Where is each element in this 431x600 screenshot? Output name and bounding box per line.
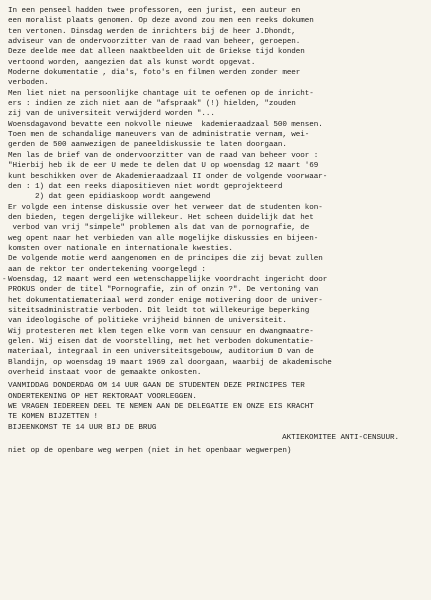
text-line: komsten over nationale en internationale kwesties. bbox=[8, 244, 233, 253]
margin-dash-mark: - bbox=[2, 276, 7, 284]
text-line: De volgende motie werd aangenomen en de principes die zij bevat zullen bbox=[8, 255, 323, 264]
text-line: ten vertonen. Dinsdag werden de inrichters bij de heer J.Dhondt, bbox=[8, 27, 296, 36]
text-line: Blandijn, op woensdag 19 maart 1969 zal doorgaan, waarbij de akademische bbox=[8, 358, 332, 367]
call-line: ONDERTEKENING OP HET REKTORAAT VOORLEGGEN. bbox=[8, 392, 197, 401]
text-line: "Hierbij heb ik de eer U mede te delen dat U op woensdag 12 maart '69 bbox=[8, 162, 319, 171]
call-to-action bbox=[8, 381, 419, 443]
text-line: In een penseel hadden twee professoren, een jurist, een auteur en bbox=[8, 7, 301, 15]
text-line: gelen. Wij eisen dat de voorstelling, met het verboden dokumentatie- bbox=[8, 338, 314, 346]
call-line: TE KOMEN BIJZETTEN ! bbox=[8, 413, 98, 422]
text-line: adviseur van de ondervoorzitter van de raad van beheer, geroepen. bbox=[8, 38, 301, 47]
text-line: aan de rektor ter ondertekening voorgelegd : bbox=[8, 265, 206, 274]
text-line: Deze deelde mee dat alleen naaktbeelden uit de Griekse tijd konden bbox=[8, 48, 305, 57]
meeting-and-signature-row bbox=[8, 423, 419, 433]
text-line: overheid instaat voor de gemaakte onkosten. bbox=[8, 369, 202, 378]
text-line: vertoond worden, aangezien dat als kunst wordt opgevat. bbox=[8, 58, 256, 67]
text-line: verboden. bbox=[8, 79, 49, 88]
text-line: PROKUS onder de titel "Pornografie, zin of onzin ?". De vertoning van bbox=[8, 286, 319, 295]
text-line: 2) dat geen epidiaskoop wordt aangewend bbox=[8, 193, 211, 202]
text-line: ers : indien ze zich niet aan de "afspraak" (!) hielden, "zouden bbox=[8, 100, 296, 109]
text-line: Er volgde een intense diskussie over het verweer dat de studenten kon- bbox=[8, 203, 323, 212]
text-line: Toen men de schandalige maneuvers van de administratie vernam, wei- bbox=[8, 131, 310, 140]
text-line: Woensdagavond bevatte een nokvolle nieuwe kademieraadzaal 500 mensen. bbox=[8, 120, 323, 129]
signature-row bbox=[8, 433, 419, 443]
call-line: VANMIDDAG DONDERDAG OM 14 UUR GAAN DE STUDENTEN DEZE PRINCIPES TER bbox=[8, 382, 305, 391]
text-line: Woensdag, 12 maart werd een wetenschappelijke voordracht ingericht door bbox=[8, 275, 328, 284]
signature: AKTIEKOMITEE ANTI-CENSUUR. bbox=[282, 434, 399, 443]
text-line: van ideologische of politieke vrijheid binnen de universiteit. bbox=[8, 317, 287, 326]
text-line: Wij protesteren met klem tegen elke vorm van censuur en dwangmaatre- bbox=[8, 327, 314, 336]
text-line: een moralist plaats genomen. Op deze avond zou men een reeks dokumen bbox=[8, 17, 314, 26]
text-line: den : 1) dat een reeks diapositieven niet wordt geprojekteerd bbox=[8, 182, 283, 191]
text-line: kunt beschikken over de Akademieraadzaal II onder de volgende voorwaar- bbox=[8, 172, 328, 181]
meeting-line: BIJEENKOMST TE 14 UUR BIJ DE BRUG bbox=[8, 423, 157, 432]
text-line: Moderne dokumentatie , dia's, foto's en filmen werden zonder meer bbox=[8, 69, 301, 78]
text-line: zij van de universiteit verwijderd worden "... bbox=[8, 110, 215, 119]
text-line: het dokumentatiemateriaal werd zonder enige motivering door de univer- bbox=[8, 296, 323, 305]
text-line: Men las de brief van de ondervoorzitter van de raad van beheer voor : bbox=[8, 151, 319, 160]
text-line: gerden de 500 aanwezigen de paneeldiskussie te laten doorgaan. bbox=[8, 141, 287, 150]
body-text bbox=[8, 6, 419, 378]
text-line: materiaal, integraal in een universiteitsgebouw, auditorium D van de bbox=[8, 348, 314, 357]
text-line: siteitsadministratie verboden. Dit leidt tot willekeurige beperking bbox=[8, 306, 310, 315]
call-line: WE VRAGEN IEDEREEN DEEL TE NEMEN AAN DE DELEGATIE EN ONZE EIS KRACHT bbox=[8, 403, 314, 412]
footer-note: niet op de openbare weg werpen (niet in het openbaar wegwerpen) bbox=[8, 447, 292, 456]
text-line: weg opent naar het verbieden van alle mogelijke diskussies en bijeen- bbox=[8, 234, 319, 243]
text-line: Men liet niet na persoonlijke chantage uit te oefenen op de inricht- bbox=[8, 89, 314, 98]
text-line: verbod van vrij "simpele" problemen als dat van de pornografie, de bbox=[8, 224, 310, 233]
text-line: den bieden, tegen dergelijke willekeur. Het scheen duidelijk dat het bbox=[8, 213, 314, 222]
